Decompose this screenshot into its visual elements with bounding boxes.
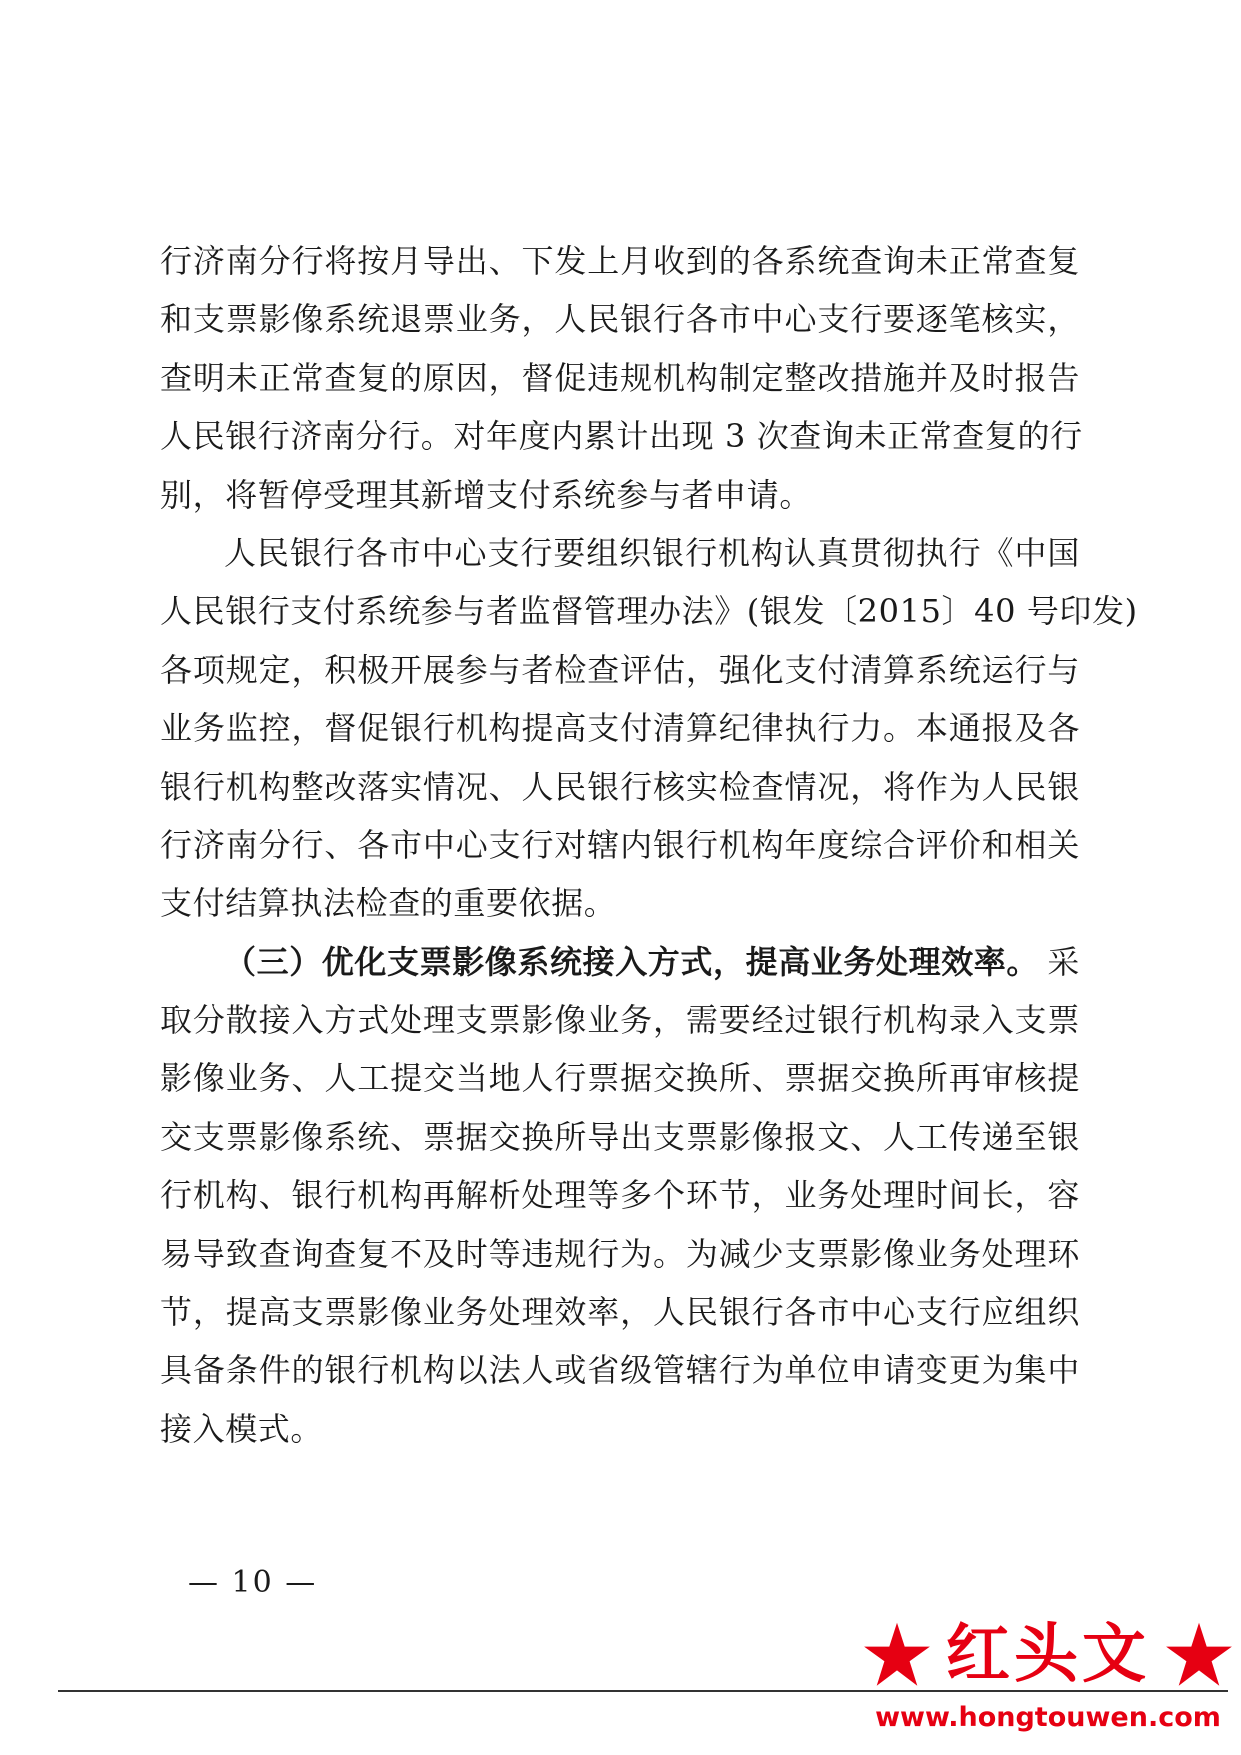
text-line: 银行机构整改落实情况、人民银行核实检查情况，将作为人民银 [160, 767, 1080, 806]
text-line: 人民银行支付系统参与者监督管理办法》(银发〔2015〕40 号印发) [160, 592, 1138, 631]
watermark-url: www.hongtouwen.com [875, 1702, 1221, 1733]
text-line: 接入模式。 [160, 1409, 324, 1448]
text-line: 各项规定，积极开展参与者检查评估，强化支付清算系统运行与 [160, 650, 1080, 689]
star-icon [862, 1620, 932, 1690]
text-line: 影像业务、人工提交当地人行票据交换所、票据交换所再审核提 [160, 1059, 1080, 1098]
section-heading-line [160, 933, 1080, 991]
text-line: 和支票影像系统退票业务，人民银行各市中心支行要逐笔核实， [160, 300, 1080, 339]
text-line: 取分散接入方式处理支票影像业务，需要经过银行机构录入支票 [160, 1001, 1080, 1040]
star-icon [1164, 1620, 1234, 1690]
watermark-title: 红头文 [946, 1618, 1150, 1692]
text-line: 别，将暂停受理其新增支付系统参与者申请。 [160, 475, 813, 514]
text-fragment: 采 [1047, 942, 1080, 981]
text-line: 行机构、银行机构再解析处理等多个环节，业务处理时间长，容 [160, 1176, 1080, 1215]
body-text [160, 232, 1138, 1458]
text-line: 查明未正常查复的原因，督促违规机构制定整改措施并及时报告 [160, 358, 1080, 397]
text-line: 行济南分行将按月导出、下发上月收到的各系统查询未正常查复 [160, 242, 1080, 280]
text-line: 节，提高支票影像业务处理效率，人民银行各市中心支行应组织 [160, 1293, 1080, 1332]
text-line: 人民银行济南分行。对年度内累计出现 3 次查询未正常查复的行 [160, 417, 1083, 456]
text-line: 具备条件的银行机构以法人或省级管辖行为单位申请变更为集中 [160, 1351, 1080, 1390]
text-line: 人民银行各市中心支行要组织银行机构认真贯彻执行《中国 [224, 533, 1080, 572]
watermark-logo [862, 1612, 1234, 1752]
text-line: 易导致查询查复不及时等违规行为。为减少支票影像业务处理环 [160, 1234, 1080, 1273]
text-line: 支付结算执法检查的重要依据。 [160, 884, 617, 923]
text-line: 行济南分行、各市中心支行对辖内银行机构年度综合评价和相关 [160, 825, 1080, 864]
text-line: 交支票影像系统、票据交换所导出支票影像报文、人工传递至银 [160, 1117, 1080, 1156]
page-number: — 10 — [188, 1565, 318, 1600]
section-heading: （三）优化支票影像系统接入方式，提高业务处理效率。 [224, 942, 1040, 981]
text-line: 业务监控，督促银行机构提高支付清算纪律执行力。本通报及各 [160, 709, 1080, 748]
